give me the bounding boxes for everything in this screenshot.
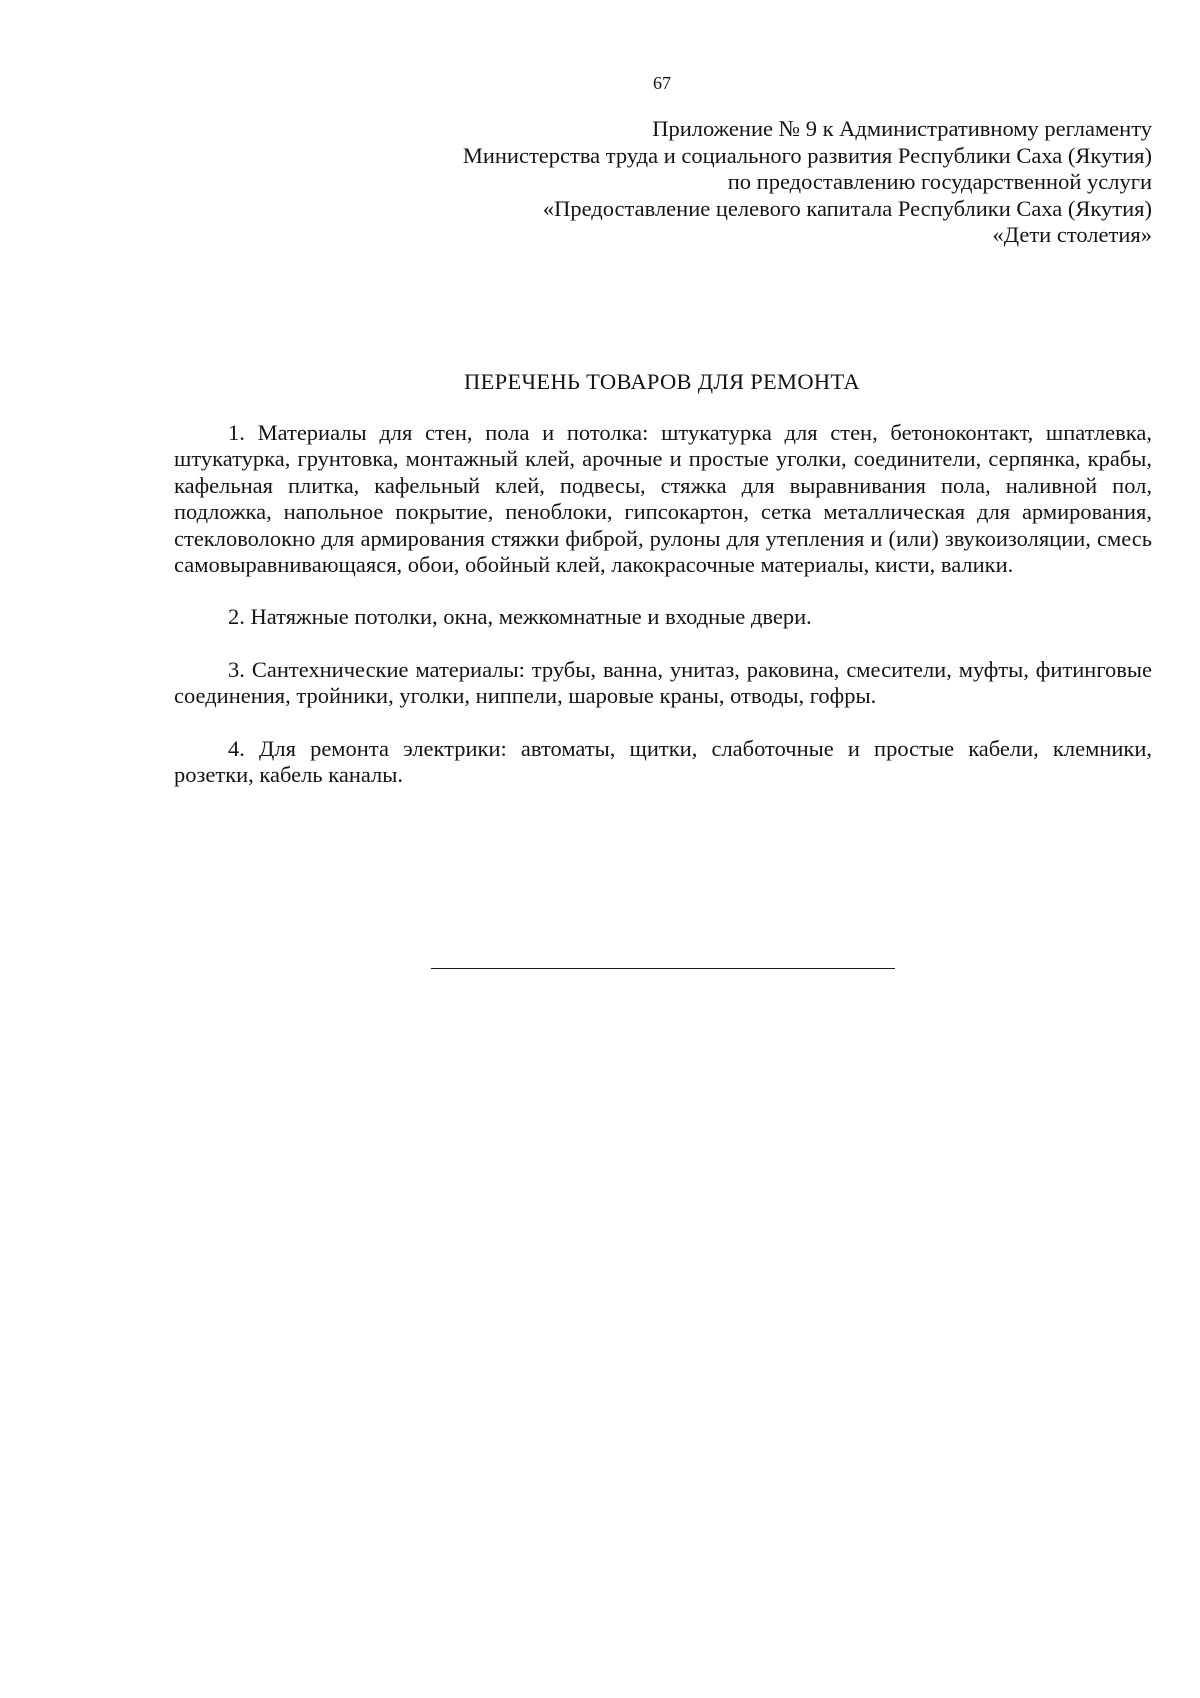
page-number: 67: [653, 73, 671, 93]
appendix-header-line: Приложение № 9 к Административному регламенту: [652, 116, 1152, 141]
list-item: 3. Сантехнические материалы: трубы, ванна, унитаз, раковина, смесители, муфты, фитинговые соединения, тройники, уголки, ниппели, шаровые краны, отводы, гофры.: [174, 656, 1152, 709]
appendix-header-line: «Дети столетия»: [992, 222, 1152, 247]
appendix-header-line: Министерства труда и социального развития Республики Саха (Якутия): [462, 142, 1152, 168]
appendix-header-line: по предоставлению государственной услуги: [727, 169, 1152, 194]
appendix-header: [392, 116, 1152, 249]
list-item: 4. Для ремонта электрики: автоматы, щитки, слаботочные и простые кабели, клемники, розетки, кабель каналы.: [174, 735, 1152, 788]
appendix-header-line: «Предоставление целевого капитала Республики Саха (Якутия): [542, 195, 1152, 221]
list-item: 1. Материалы для стен, пола и потолка: штукатурка для стен, бетоноконтакт, шпатлевка, штукатурка, грунтовка, монтажный клей, арочные и простые уголки, соединители, серпянка, крабы, кафельная плитка, кафельный клей, подвесы, стяжка для выравнивания пола, наливной пол, подложка, напольное покрытие, пеноблоки, гипсокартон, сетка металлическая для армирования, стекловолокно для армирования стяжки фиброй, рулоны для утепления и (или) звукоизоляции, смесь самовыравнивающаяся, обои, обойный клей, лакокрасочные материалы, кисти, валики.: [174, 420, 1152, 578]
document-title: ПЕРЕЧЕНЬ ТОВАРОВ ДЛЯ РЕМОНТА: [464, 369, 860, 394]
items-list: [174, 420, 1152, 788]
end-divider: [431, 968, 895, 969]
list-item: 2. Натяжные потолки, окна, межкомнатные и входные двери.: [228, 604, 812, 630]
